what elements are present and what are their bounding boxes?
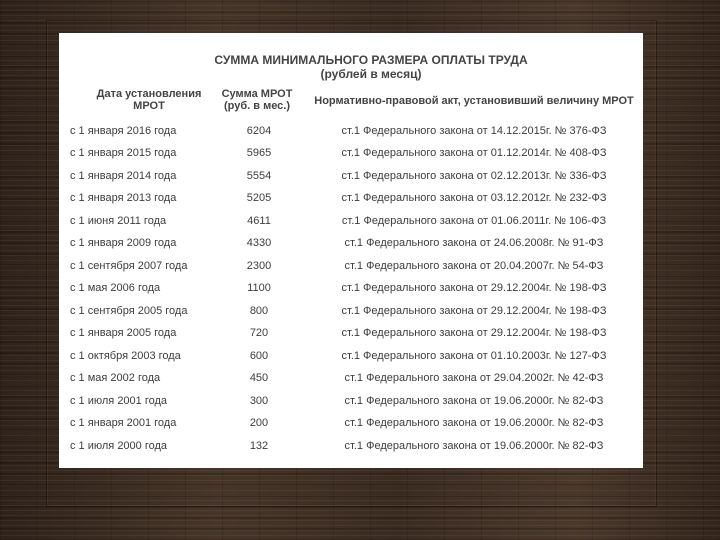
table-row (59, 214, 643, 236)
header-sum (215, 88, 299, 112)
cell-sum: 200 (249, 417, 269, 429)
header-act: Нормативно-правовой акт, установивший величину МРОТ (314, 95, 634, 107)
table-row (59, 124, 643, 146)
cell-date: с 1 мая 2002 года (70, 372, 161, 384)
cell-date: с 1 мая 2006 года (70, 282, 161, 294)
cell-date: с 1 сентября 2007 года (70, 260, 188, 272)
table-row (59, 259, 643, 281)
cell-act: ст.1 Федерального закона от 29.04.2002г. № 42-ФЗ (344, 372, 604, 384)
cell-sum: 600 (249, 350, 269, 362)
table-row (59, 191, 643, 213)
cell-act: ст.1 Федерального закона от 29.12.2004г. № 198-ФЗ (341, 327, 607, 339)
table-subtitle: (рублей в месяц) (320, 67, 422, 81)
table-title: СУММА МИНИМАЛЬНОГО РАЗМЕРА ОПЛАТЫ ТРУДА (214, 53, 528, 67)
table-row (59, 236, 643, 258)
cell-sum: 720 (249, 327, 269, 339)
cell-sum: 132 (249, 440, 269, 452)
slide (59, 33, 643, 468)
header-sum-line1: Сумма МРОТ (221, 88, 293, 100)
cell-sum: 5205 (246, 192, 272, 204)
table-row (59, 394, 643, 416)
cell-sum: 4611 (247, 215, 271, 227)
table-row (59, 169, 643, 191)
cell-act: ст.1 Федерального закона от 19.06.2000г. № 82-ФЗ (344, 395, 604, 407)
header-date-line1: Дата установления (96, 88, 202, 100)
header-date (79, 88, 219, 112)
table-row (59, 416, 643, 438)
cell-sum: 2300 (246, 260, 272, 272)
cell-date: с 1 сентября 2005 года (70, 305, 188, 317)
header-date-line2: МРОТ (133, 100, 165, 112)
table-row (59, 371, 643, 393)
cell-sum: 1100 (247, 282, 271, 294)
cell-act: ст.1 Федерального закона от 19.06.2000г. № 82-ФЗ (344, 417, 604, 429)
cell-date: с 1 января 2014 года (70, 170, 177, 182)
cell-act: ст.1 Федерального закона от 14.12.2015г. № 376-ФЗ (341, 125, 607, 137)
cell-act: ст.1 Федерального закона от 20.04.2007г. № 54-ФЗ (344, 260, 604, 272)
table-row (59, 349, 643, 371)
table-row (59, 146, 643, 168)
cell-sum: 4330 (246, 237, 272, 249)
cell-sum: 6204 (246, 125, 272, 137)
header-sum-line2: (руб. в мес.) (223, 100, 291, 112)
cell-sum: 450 (249, 372, 269, 384)
cell-act: ст.1 Федерального закона от 29.12.2004г. № 198-ФЗ (341, 282, 607, 294)
table-row (59, 304, 643, 326)
cell-date: с 1 января 2009 года (70, 237, 177, 249)
cell-date: с 1 октября 2003 года (70, 350, 181, 362)
cell-date: с 1 января 2001 года (70, 417, 177, 429)
cell-sum: 800 (249, 305, 269, 317)
cell-act: ст.1 Федерального закона от 24.06.2008г. № 91-ФЗ (344, 237, 604, 249)
cell-date: с 1 июня 2011 года (70, 215, 167, 227)
cell-date: с 1 января 2005 года (70, 327, 177, 339)
cell-date: с 1 января 2015 года (70, 147, 177, 159)
cell-sum: 5965 (246, 147, 272, 159)
cell-act: ст.1 Федерального закона от 02.12.2013г. № 336-ФЗ (341, 170, 607, 182)
table-row (59, 439, 643, 461)
cell-act: ст.1 Федерального закона от 03.12.2012г. № 232-ФЗ (341, 192, 607, 204)
cell-act: ст.1 Федерального закона от 01.06.2011г. № 106-ФЗ (341, 215, 607, 227)
cell-act: ст.1 Федерального закона от 19.06.2000г. № 82-ФЗ (344, 440, 604, 452)
table-row (59, 326, 643, 348)
cell-sum: 300 (249, 395, 269, 407)
table-row (59, 281, 643, 303)
cell-act: ст.1 Федерального закона от 29.12.2004г. № 198-ФЗ (341, 305, 607, 317)
cell-act: ст.1 Федерального закона от 01.12.2014г. № 408-ФЗ (341, 147, 607, 159)
cell-act: ст.1 Федерального закона от 01.10.2003г. № 127-ФЗ (341, 350, 607, 362)
cell-date: с 1 июля 2000 года (70, 440, 168, 452)
cell-date: с 1 июля 2001 года (70, 395, 168, 407)
cell-sum: 5554 (246, 170, 272, 182)
cell-date: с 1 января 2013 года (70, 192, 177, 204)
cell-date: с 1 января 2016 года (70, 125, 177, 137)
